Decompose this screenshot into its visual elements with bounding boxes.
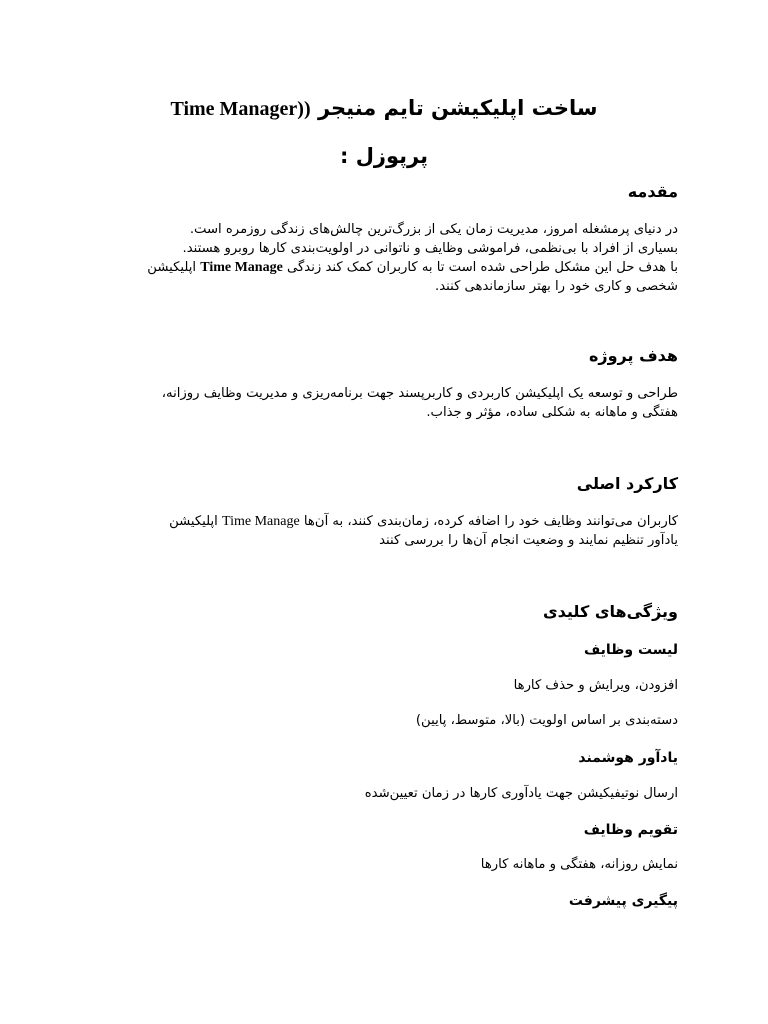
title-persian: ساخت اپلیکیشن تایم منیجر bbox=[317, 96, 598, 120]
intro-line-3-text: با هدف حل این مشکل طراحی شده است تا به کاربران کمک کند زندگی bbox=[287, 260, 678, 275]
document-title bbox=[90, 92, 678, 125]
task-calendar-heading: تقویم وظایف bbox=[583, 822, 678, 838]
intro-line-4: شخصی و کاری خود را بهتر سازماندهی کنند. bbox=[435, 279, 678, 294]
title-english: Time Manager)) bbox=[170, 98, 311, 120]
function-paragraph bbox=[78, 512, 678, 550]
goal-paragraph bbox=[78, 384, 678, 422]
app-brand-name-2: Time Manage bbox=[222, 514, 300, 529]
goal-line-1: طراحی و توسعه یک اپلیکیشن کاربردی و کاربرپسند جهت برنامه‌ریزی و مدیریت وظایف روزانه، bbox=[161, 386, 678, 401]
features-heading: ویژگی‌های کلیدی bbox=[542, 602, 678, 621]
intro-line-2: بسیاری از افراد با بی‌نظمی، فراموشی وظایف و ناتوانی در اولویت‌بندی کارها روبرو هستند. bbox=[182, 241, 678, 256]
function-line-1-text: کاربران می‌توانند وظایف خود را اضافه کرده، زمان‌بندی کنند، به آن‌ها bbox=[303, 514, 678, 529]
document-subtitle: پرپوزل : bbox=[339, 144, 429, 168]
app-brand-name: Time Manage bbox=[200, 260, 283, 275]
task-list-item-1: افزودن، ویرایش و حذف کارها bbox=[513, 678, 678, 693]
goal-line-2: هفتگی و ماهانه به شکلی ساده، مؤثر و جذاب. bbox=[426, 405, 678, 420]
smart-reminder-item-1: ارسال نوتیفیکیشن جهت یادآوری کارها در زمان تعیین‌شده bbox=[364, 786, 678, 801]
smart-reminder-heading: یادآور هوشمند bbox=[578, 750, 678, 766]
progress-tracking-heading: پیگیری پیشرفت bbox=[568, 893, 678, 909]
task-list-item-2: دسته‌بندی بر اساس اولویت (بالا، متوسط، پایین) bbox=[415, 713, 678, 728]
function-line-1-app: اپلیکیشن bbox=[169, 514, 218, 529]
intro-paragraph bbox=[78, 220, 678, 296]
function-heading: کارکرد اصلی bbox=[576, 474, 678, 493]
intro-line-1: در دنیای پرمشغله امروز، مدیریت زمان یکی از بزرگ‌ترین چالش‌های زندگی روزمره است. bbox=[189, 222, 678, 237]
intro-line-3-app: اپلیکیشن bbox=[147, 260, 197, 275]
intro-line-3 bbox=[78, 258, 678, 277]
task-list-heading: لیست وظایف bbox=[584, 642, 678, 658]
intro-heading: مقدمه bbox=[627, 182, 678, 201]
function-line-1 bbox=[78, 512, 678, 531]
function-line-2: یادآور تنظیم نمایند و وضعیت انجام آن‌ها را بررسی کنند bbox=[379, 533, 678, 548]
task-calendar-item-1: نمایش روزانه، هفتگی و ماهانه کارها bbox=[480, 857, 678, 872]
goal-heading: هدف پروژه bbox=[588, 346, 678, 365]
